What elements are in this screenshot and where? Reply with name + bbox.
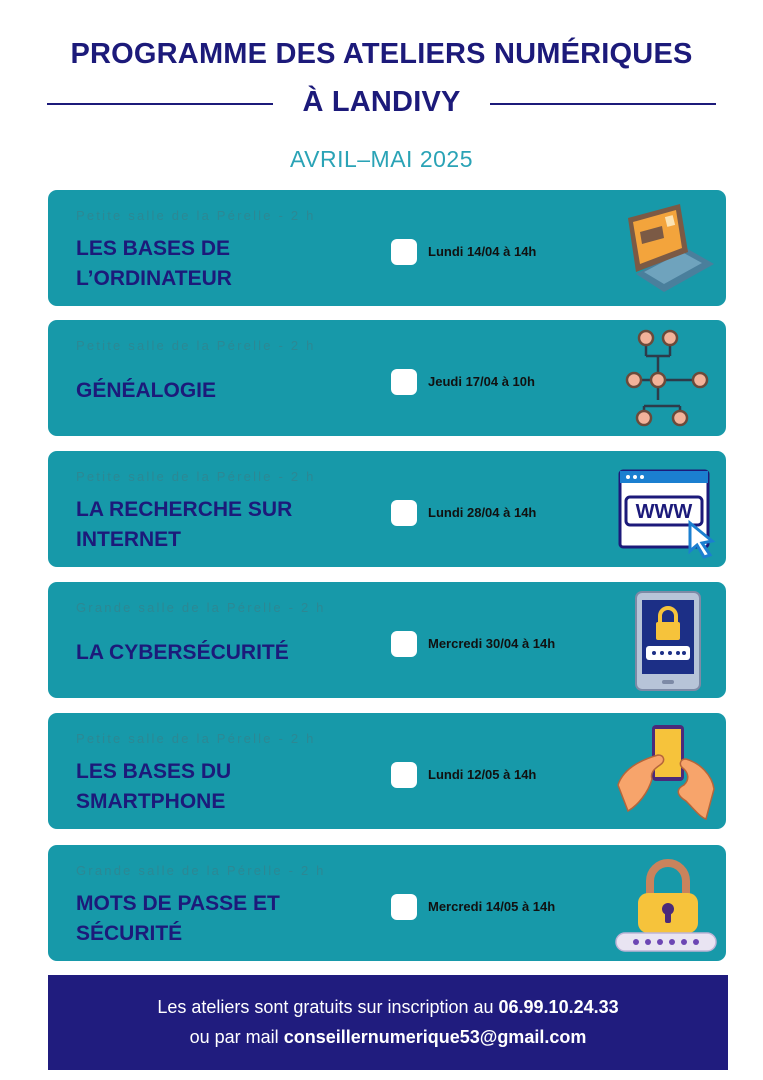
- footer-line-email: [48, 1027, 728, 1048]
- svg-text:WWW: WWW: [635, 501, 693, 523]
- workshop-title: LA RECHERCHE SUR INTERNET: [76, 498, 293, 551]
- locked-phone-icon: [614, 588, 718, 692]
- workshop-date: Lundi 12/05 à 14h: [428, 767, 537, 782]
- title-divider-right: [490, 103, 716, 105]
- workshop-room: Petite salle de la Pérelle - 2 h: [76, 731, 316, 746]
- footer-line-phone: [48, 997, 728, 1018]
- workshop-date: Jeudi 17/04 à 10h: [428, 374, 535, 389]
- contact-phone[interactable]: 06.99.10.24.33: [498, 997, 619, 1017]
- www-browser-icon: [614, 457, 718, 561]
- family-tree-icon: [614, 326, 718, 430]
- workshop-card-mots-de-passe: [48, 845, 726, 961]
- workshop-card-ordinateur: [48, 190, 726, 306]
- registration-checkbox[interactable]: [391, 500, 417, 526]
- laptop-icon: [614, 196, 718, 300]
- workshop-title: LES BASES DE L’ORDINATEUR: [76, 237, 232, 290]
- workshop-title: LA CYBERSÉCURITÉ: [76, 641, 289, 664]
- workshop-card-recherche: [48, 451, 726, 567]
- registration-checkbox[interactable]: [391, 239, 417, 265]
- contact-email[interactable]: conseillernumerique53@gmail.com: [283, 1027, 587, 1047]
- workshop-card-genealogie: [48, 320, 726, 436]
- workshop-date: Mercredi 30/04 à 14h: [428, 636, 556, 651]
- hands-smartphone-icon: [614, 719, 718, 823]
- page-subtitle: AVRIL–MAI 2025: [289, 146, 473, 172]
- workshop-room: Petite salle de la Pérelle - 2 h: [76, 469, 316, 484]
- workshop-card-cybersecurite: [48, 582, 726, 698]
- workshop-room: Petite salle de la Pérelle - 2 h: [76, 338, 316, 353]
- workshop-title: GÉNÉALOGIE: [76, 379, 217, 402]
- footer-text-registration: Les ateliers sont gratuits sur inscription au: [157, 997, 499, 1017]
- registration-footer: [48, 975, 728, 1070]
- registration-checkbox[interactable]: [391, 762, 417, 788]
- workshop-card-smartphone: [48, 713, 726, 829]
- workshop-room: Grande salle de la Pérelle - 2 h: [76, 863, 326, 878]
- workshop-date: Lundi 28/04 à 14h: [428, 505, 537, 520]
- workshop-room: Petite salle de la Pérelle - 2 h: [76, 208, 316, 223]
- registration-checkbox[interactable]: [391, 894, 417, 920]
- workshop-date: Mercredi 14/05 à 14h: [428, 899, 556, 914]
- page-title-line2: À LANDIVY: [302, 86, 461, 118]
- registration-checkbox[interactable]: [391, 631, 417, 657]
- workshop-title: MOTS DE PASSE ET SÉCURITÉ: [76, 892, 280, 945]
- registration-checkbox[interactable]: [391, 369, 417, 395]
- workshop-room: Grande salle de la Pérelle - 2 h: [76, 600, 326, 615]
- padlock-password-icon: [614, 851, 718, 955]
- workshop-title: LES BASES DU SMARTPHONE: [76, 760, 232, 813]
- workshop-date: Lundi 14/04 à 14h: [428, 244, 537, 259]
- footer-text-mail: ou par mail: [189, 1027, 284, 1047]
- page-title-line1: PROGRAMME DES ATELIERS NUMÉRIQUES: [70, 38, 693, 70]
